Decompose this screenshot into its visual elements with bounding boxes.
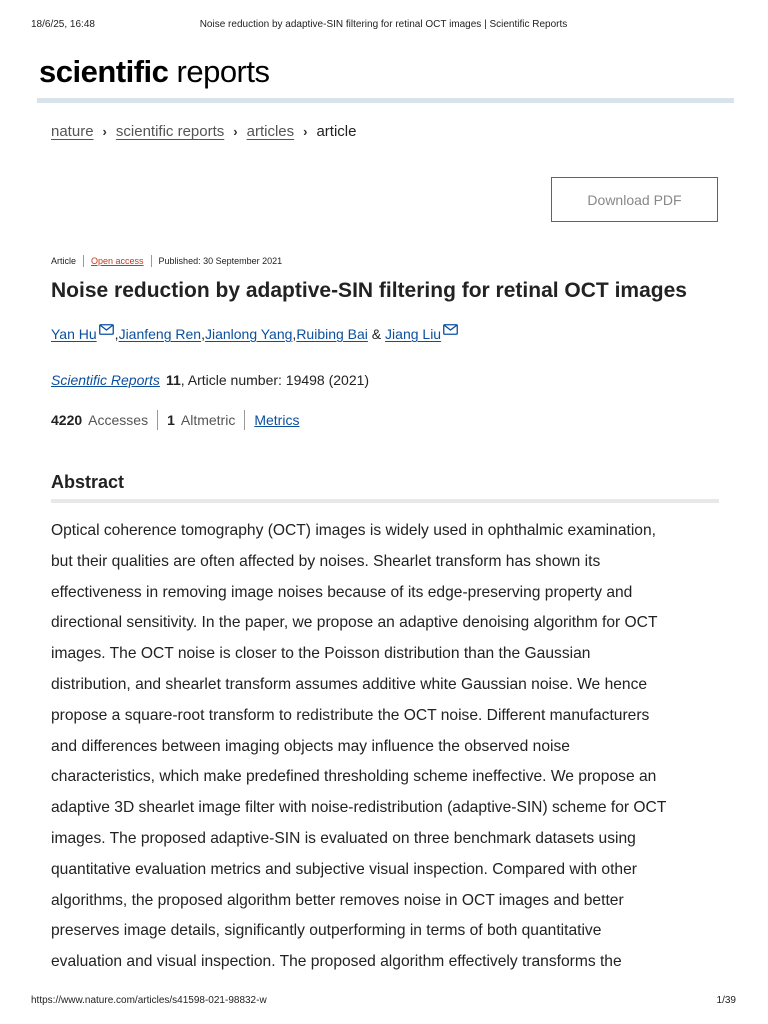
open-access-link[interactable]: Open access [91,256,144,266]
abstract-line: Optical coherence tomography (OCT) images is widely used in ophthalmic examination, [51,522,656,539]
print-url: https://www.nature.com/articles/s41598-021-98832-w [31,995,267,1006]
article-type: Article [51,256,77,266]
article-title: Noise reduction by adaptive-SIN filtering for retinal OCT images [51,279,687,302]
abstract-line: evaluation and visual inspection. The proposed algorithm effectively transforms the [51,953,622,971]
print-header [31,19,736,33]
author-separator-last: & [367,326,386,342]
abstract-line: but their qualities are often affected by noises. Shearlet transform has shown its [51,552,601,570]
logo-bold-text: scientific [39,54,169,89]
altmetric-label: Altmetric [180,412,236,428]
abstract-line: and differences between imaging objects may influence the observed noise [51,737,570,755]
abstract-line: characteristics, which make predefined thresholding scheme ineffective. We propose an [51,768,657,786]
breadcrumb-link-articles[interactable]: articles [246,123,295,140]
accesses-label: Accesses [88,412,149,428]
citation-details: , Article number: 19498 (2021) [180,372,370,388]
mail-icon[interactable] [99,322,114,338]
abstract-line: preserves image details, significantly outperforming in terms of both quantitative [51,922,602,940]
accesses-count: 4220 [51,412,83,428]
print-page-title: Noise reduction by adaptive-SIN filtering for retinal OCT images | Scientific Reports [199,19,568,30]
site-header [37,54,734,104]
abstract-line: images. The proposed adaptive-SIN is evaluated on three benchmark datasets using [51,829,636,847]
download-pdf-button[interactable]: Download PDF [551,177,718,222]
print-date: 18/6/25, 16:48 [31,19,95,30]
site-logo[interactable] [39,54,270,90]
abstract-line: quantitative evaluation metrics and subjective visual inspection. Compared with other [51,860,637,878]
abstract-divider [51,499,719,503]
print-footer [31,995,736,1009]
meta-divider [151,255,152,267]
abstract-line: adaptive 3D shearlet image filter with noise-redistribution (adaptive-SIN) scheme for OCT [51,799,667,817]
author-link[interactable]: Yan Hu [51,326,97,342]
published-date: Published: 30 September 2021 [158,256,283,266]
abstract-line: directional sensitivity. In the paper, we propose an adaptive denoising algorithm for OCT [51,614,658,632]
article-meta [51,255,282,267]
article-metrics [51,410,299,430]
author-separator: , [292,326,297,342]
journal-link[interactable]: Scientific Reports [51,372,160,388]
author-link[interactable]: Jiang Liu [385,326,442,342]
author-link[interactable]: Ruibing Bai [296,326,368,342]
abstract-line: distribution, and shearlet transform assumes additive white Gaussian noise. We hence [51,675,648,693]
abstract-line: images. The OCT noise is closer to the Poisson distribution than the Gaussian [51,645,591,663]
print-page-number: 1/39 [716,995,736,1006]
chevron-right-icon: › [303,124,308,139]
abstract-heading: Abstract [51,472,125,492]
breadcrumb-link-nature[interactable]: nature [51,123,94,140]
metrics-divider [157,410,158,430]
journal-volume: 11 [165,372,181,388]
abstract-text [51,516,723,978]
chevron-right-icon: › [102,124,107,139]
header-divider [37,98,734,103]
abstract-line: effectiveness in removing image noises because of its edge-preserving property and [51,583,633,601]
breadcrumb-current: article [316,123,357,140]
breadcrumb [51,123,356,140]
author-separator: , [114,326,119,342]
metrics-link[interactable]: Metrics [254,412,300,428]
author-list [51,326,459,342]
metrics-divider [244,410,245,430]
altmetric-count: 1 [167,412,175,428]
author-separator: , [201,326,205,342]
chevron-right-icon: › [233,124,238,139]
abstract-line: propose a square-root transform to redistribute the OCT noise. Different manufacturers [51,706,650,724]
citation [51,372,369,388]
abstract-line: algorithms, the proposed algorithm better removes noise in OCT images and better [51,891,624,909]
mail-icon[interactable] [443,322,458,338]
meta-divider [83,255,84,267]
author-link[interactable]: Jianfeng Ren [118,326,202,342]
author-link[interactable]: Jianlong Yang [204,326,293,342]
logo-light-text: reports [176,54,270,89]
breadcrumb-link-scientific-reports[interactable]: scientific reports [115,123,225,140]
